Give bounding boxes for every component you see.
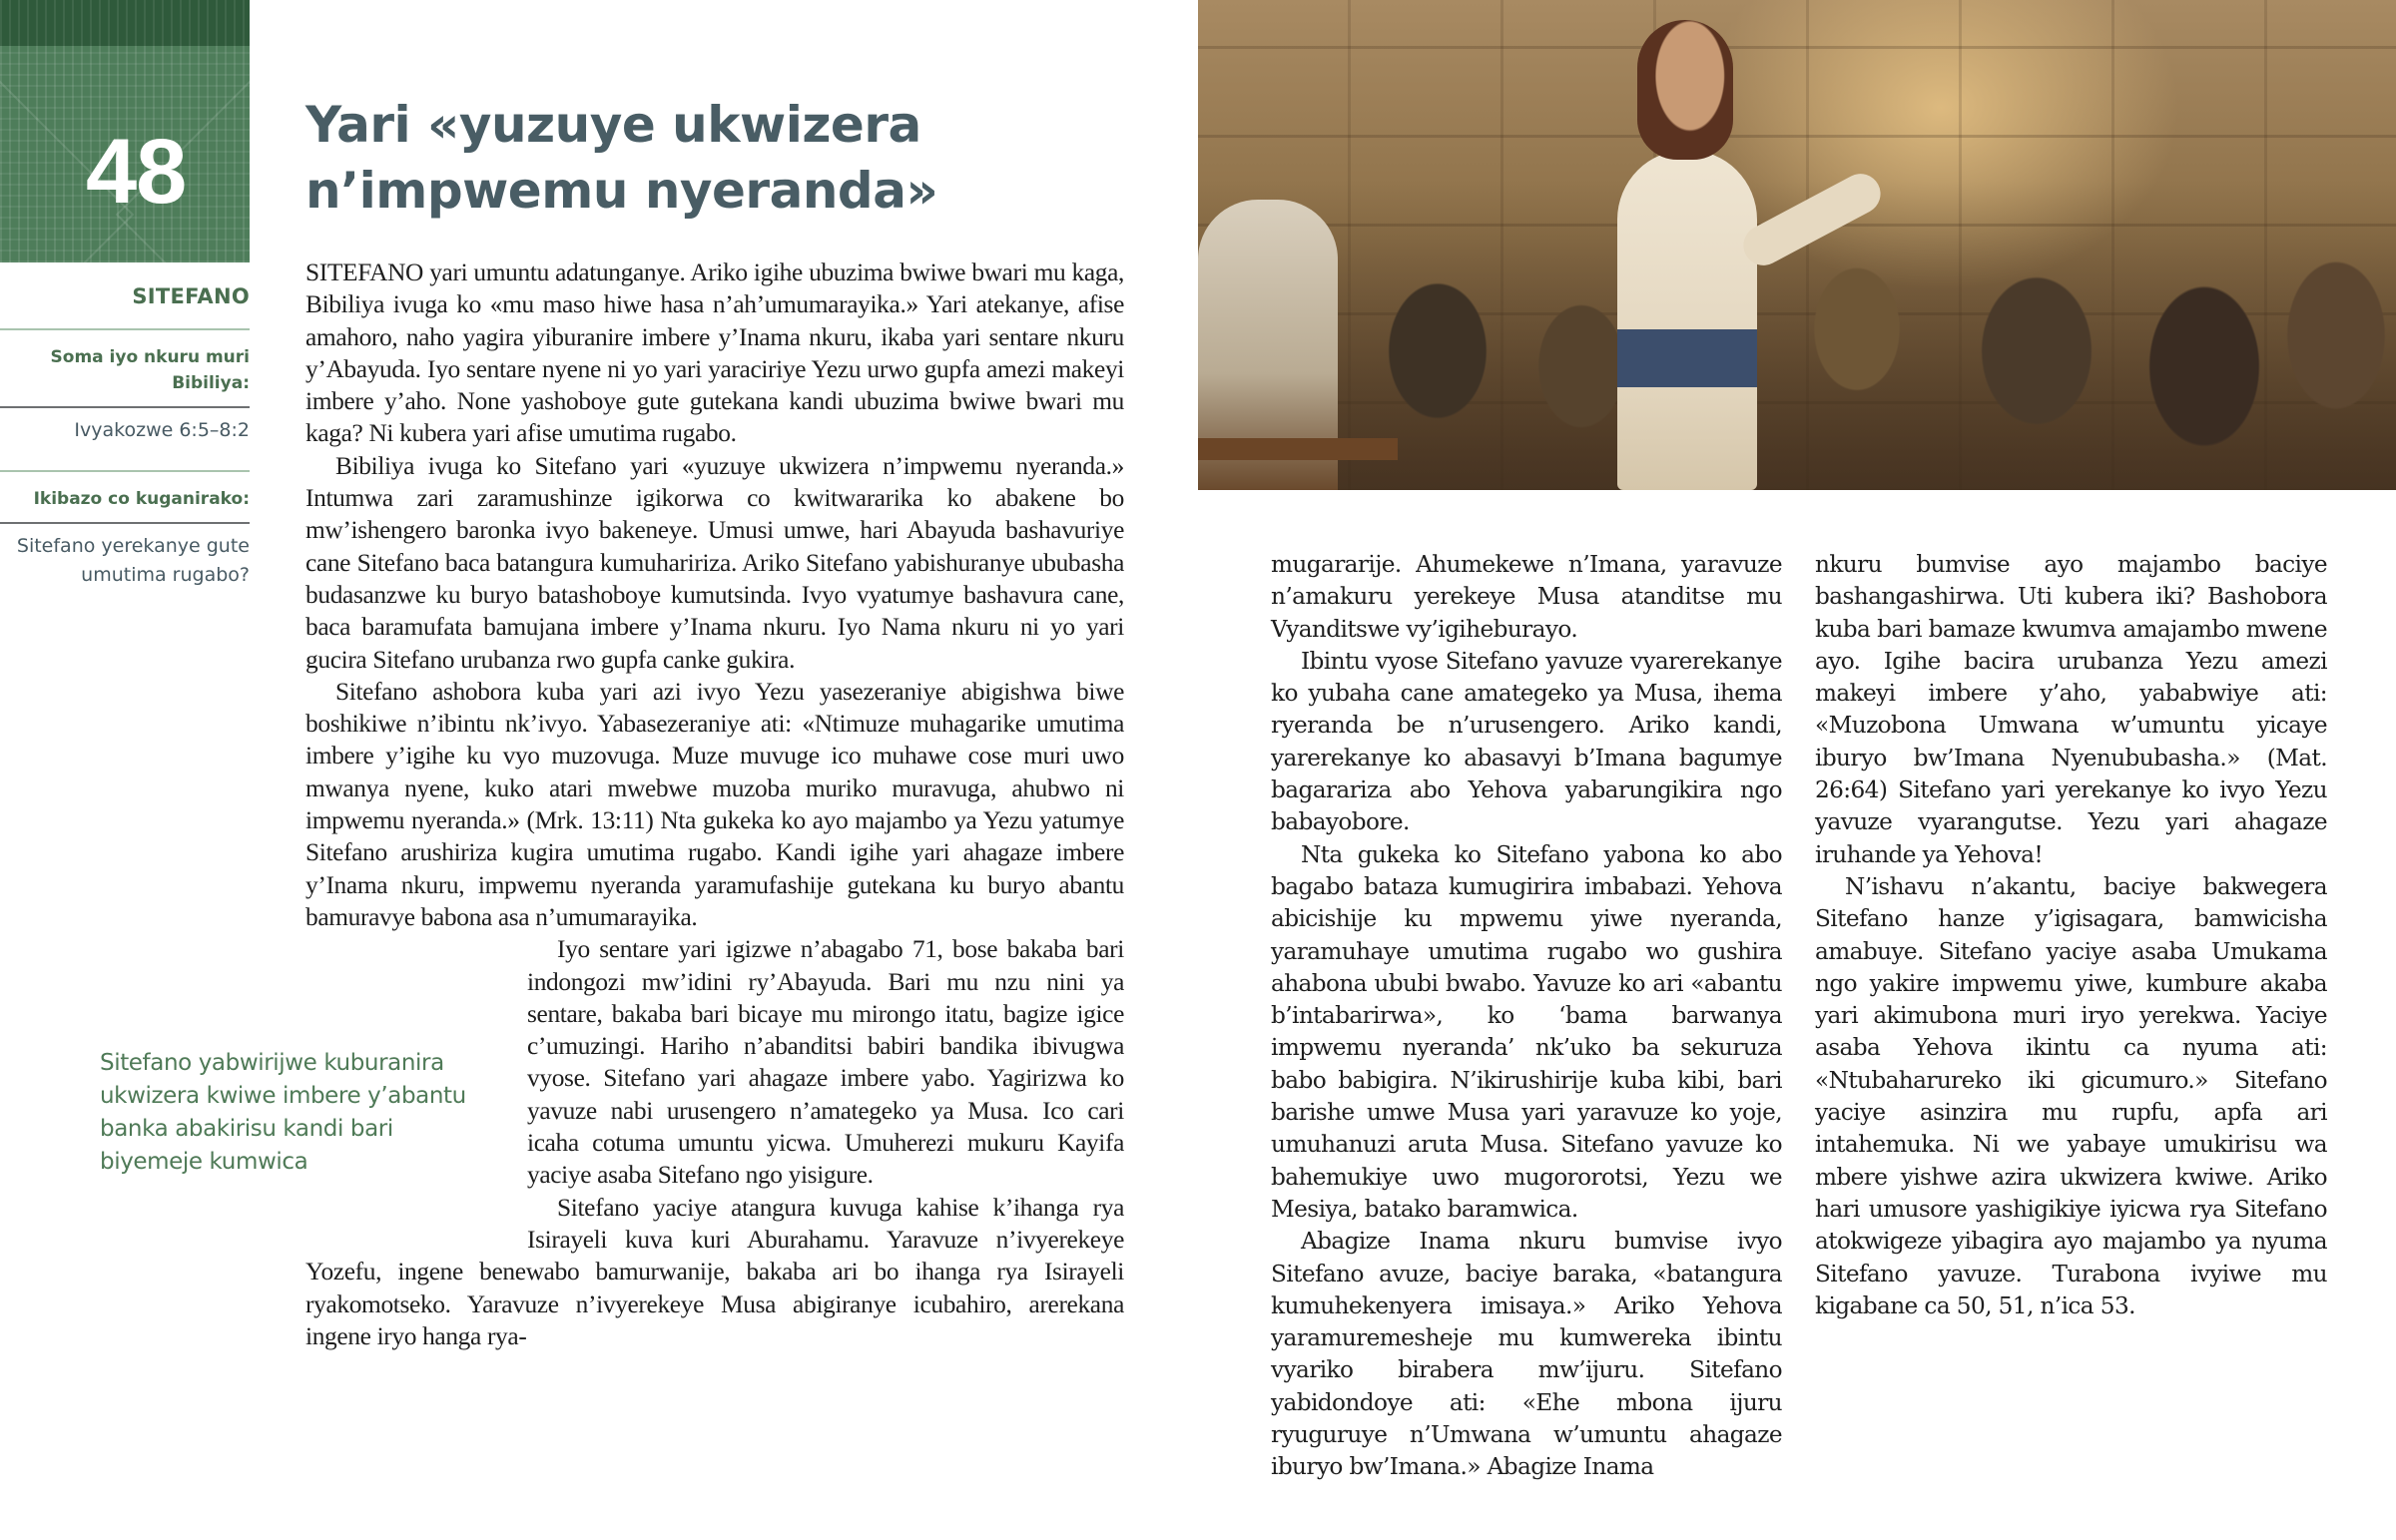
paragraph: Sitefano ashobora kuba yari azi ivyo Yezu yasezeraniye abigishwa biwe boshikiwe n’ibintu nk’ivyo. Yabasezeraniye ati: «Ntimuze muhagarike umutima imbere y’igihe ku vyo muzovuga. Muze muvuge ico muhawe cose muri uwo mwanya nyene, kuko atari mwebwe muzoba muriko muravuga, ahubwo ni impwemu nyeranda.» (Mrk. 13:11) Nta gukeka ko ayo majambo ya Yezu yatumye Sitefano arushiriza kugira umutima rugabo. Kandi igihe yari ahagaze imbere y’Inama nkuru, impwemu nyeranda yaramufashije gutekana ku buryo abantu bamuravye babona asa n’umumarayika. <box>305 677 1124 931</box>
read-label: Soma iyo nkuru muri Bibiliya: <box>50 347 250 393</box>
paragraph: Sitefano yaciye atangura kuvuga kahise k’ihanga rya Isirayeli kuva kuri Aburahamu. Yaravuze n’ivyerekeye Yozefu, ingene benewabo bamurwanije, bakaba ari bo ihanga rya Isirayeli ryakomotseko. Yaravuze n’ivyerekeye Musa abigiranye icubahiro, arerekana ingene iryo hanga rya- <box>305 1193 1124 1350</box>
paragraph: Nta gukeka ko Sitefano yabona ko abo bagabo bataza kumugirira imbabazi. Yehova abicishije ku mpwemu yiwe nyeranda, yaramuhaye umutima rugabo wo gushira ahabona ububi bwabo. Yavuze ko ari «abantu b’intabarirwa», ko ‘bama barwanya impwemu nyeranda’ nk’uko ba sekuruza babo babigira. N’ikirushirije kuba kibi, bari barishe umwe Musa yari yaravuze ko yoje, umuhanuzi aruta Musa. Sitefano yavuze ko bahemukiye uwo mugororotsi, Yezu we Mesiya, batako baramwica. <box>1271 840 1782 1223</box>
sitefano-head <box>1637 20 1733 160</box>
body-column-right-page-1 <box>1271 549 1782 1484</box>
illustration-sitefano-before-sanhedrin <box>1198 0 2396 490</box>
paragraph: Bibiliya ivuga ko Sitefano yari «yuzuye ukwizera n’impwemu nyeranda.» Intumwa zari zaramushinze igikorwa co kwitwararika ko abakene bo mw’ishengero baronka ivyo bakeneye. Umusi umwe, hari Abayuda bashavuriye cane Sitefano baca batangura kumuhaririza. Ariko Sitefano yabishuranye ububasha budasanzwe ku buryo batashoboye kumutsinda. Ivyo vyatumye bashavura cane, baca baramufata bamujana imbere y’Inama nkuru. Iyo Nama nkuru ni yo yari gucira Sitefano urubanza rwo gupfa canke gukira. <box>305 451 1124 674</box>
scribe-table <box>1198 438 1398 460</box>
study-sidebar <box>0 284 250 590</box>
blue-sash <box>1617 329 1757 387</box>
paragraph: Abagize Inama nkuru bumvise ivyo Sitefano avuze, baciye baraka, «batangura kumuhekenyera imisaya.» Ariko Yehova yaramuremesheje mu kumwereka ibintu vyariko birabera mw’ijuru. Sitefano yabidondoye ati: «Ehe mbona ijuru ryuguruye n’Umwana w’umuntu ahagaze iburyo bw’Imana.» Abagize Inama <box>1271 1228 1782 1481</box>
chapter-number: 48 <box>86 121 187 223</box>
page-title: Yari «yuzuye ukwizera n’impwemu nyeranda» <box>305 96 938 220</box>
chapter-box-top-band <box>0 0 250 46</box>
scripture-reference[interactable]: Ivyakozwe 6:5–8:2 <box>74 419 250 441</box>
body-column-right-page-2 <box>1815 549 2327 1322</box>
paragraph: mugararije. Ahumekewe n’Imana, yaravuze n’amakuru yerekeye Musa atanditse mu Vyanditswe vy’igiheburayo. <box>1271 551 1782 643</box>
question-label: Ikibazo co kuganirako: <box>33 489 250 509</box>
pull-quote-wrap-space <box>305 933 527 1229</box>
body-column-left-page <box>305 257 1124 1352</box>
paragraph: SITEFANO yari umuntu adatunganye. Ariko igihe ubuzima bwiwe bwari mu kaga, Bibiliya ivuga ko «mu maso hiwe hasa n’ah’umumarayika.» Yari atekanye, afise amahoro, naho yagira yiburanire imbere y’Inama nkuru, ikaba yari sentare nkuru y’Abayuda. Iyo sentare nyene ni yo yari yaraciriye Yezu urwo gupfa amezi makeyi imbere y’aho. None yashoboye gute gutekana kandi ubuzima bwiwe bwari mu kaga? Ni kubera yari afise umutima rugabo. <box>305 258 1124 448</box>
paragraph: Iyo sentare yari igizwe n’abagabo 71, bose bakaba bari indongozi mw’idini ry’Abayuda. Bari mu nzu nini ya sentare, bakaba bari bicaye mu mirongo itatu, bagize igice c’umuzingi. Hariho n’abanditsi babiri bandika ibivugwa vyose. Sitefano yari ahagaze imbere yabo. Yagirizwa ko yavuze nabi urusengero n’amategeko ya Musa. Ico cari icaha cotuma umuntu yicwa. Umuherezi mukuru Kayifa yaciye asaba Sitefano ngo yisigure. <box>527 935 1124 1190</box>
sitefano-figure <box>1617 150 1757 490</box>
chapter-number-box <box>0 0 250 262</box>
pull-quote: Sitefano yabwirijwe kuburanira ukwizera kwiwe imbere y’abantu banka abakirisu kandi bari biyemeje kumwica <box>100 1050 466 1175</box>
character-name: SITEFANO <box>132 284 250 308</box>
paragraph: nkuru bumvise ayo majambo baciye bashangashirwa. Uti kubera iki? Bashobora kuba bari bamaze kwumva amajambo mwene ayo. Igihe bacira urubanza Yezu amezi makeyi imbere y’aho, yababwiye ati: «Muzobona Umwana w’umuntu yicaye iburyo bw’Imana Nyenububasha.» (Mat. 26:64) Sitefano yari yerekanye ko ivyo Yezu yavuze vyarangutse. Yezu yari ahagaze iruhande ya Yehova! <box>1815 551 2327 868</box>
paragraph: N’ishavu n’akantu, baciye bakwegera Sitefano hanze y’igisagara, bamwicisha amabuye. Sitefano yaciye asaba Umukama ngo yakire impwemu yiwe, kumbure akaba yari akimubona muri iryo yerekwa. Yaciye asaba Yehova ikintu ca nyuma ati: «Ntubaharureko iki gicumuro.» Sitefano yaciye asinzira mu rupfu, apfa ari intahemuka. Ni we yabaye umukirisu wa mbere yishwe azira ukwizera kwiwe. Ariko hari umusore yashigikiye iyicwa rya Sitefano atokwigeze yibagira ayo majambo ya nyuma Sitefano yavuze. Turabona ivyiwe mu kigabane ca 50, 51, n’ica 53. <box>1815 872 2327 1319</box>
paragraph: Ibintu vyose Sitefano yavuze vyarerekanye ko yubaha cane amategeko ya Musa, ihema ryeranda be n’urusengero. Ariko kandi, yarerekanye ko abasavyi b’Imana bagumye bagarariza abo Yehova yabarungikira ngo babayobore. <box>1271 647 1782 836</box>
discussion-question: Sitefano yerekanye gute umutima rugabo? <box>16 535 250 586</box>
